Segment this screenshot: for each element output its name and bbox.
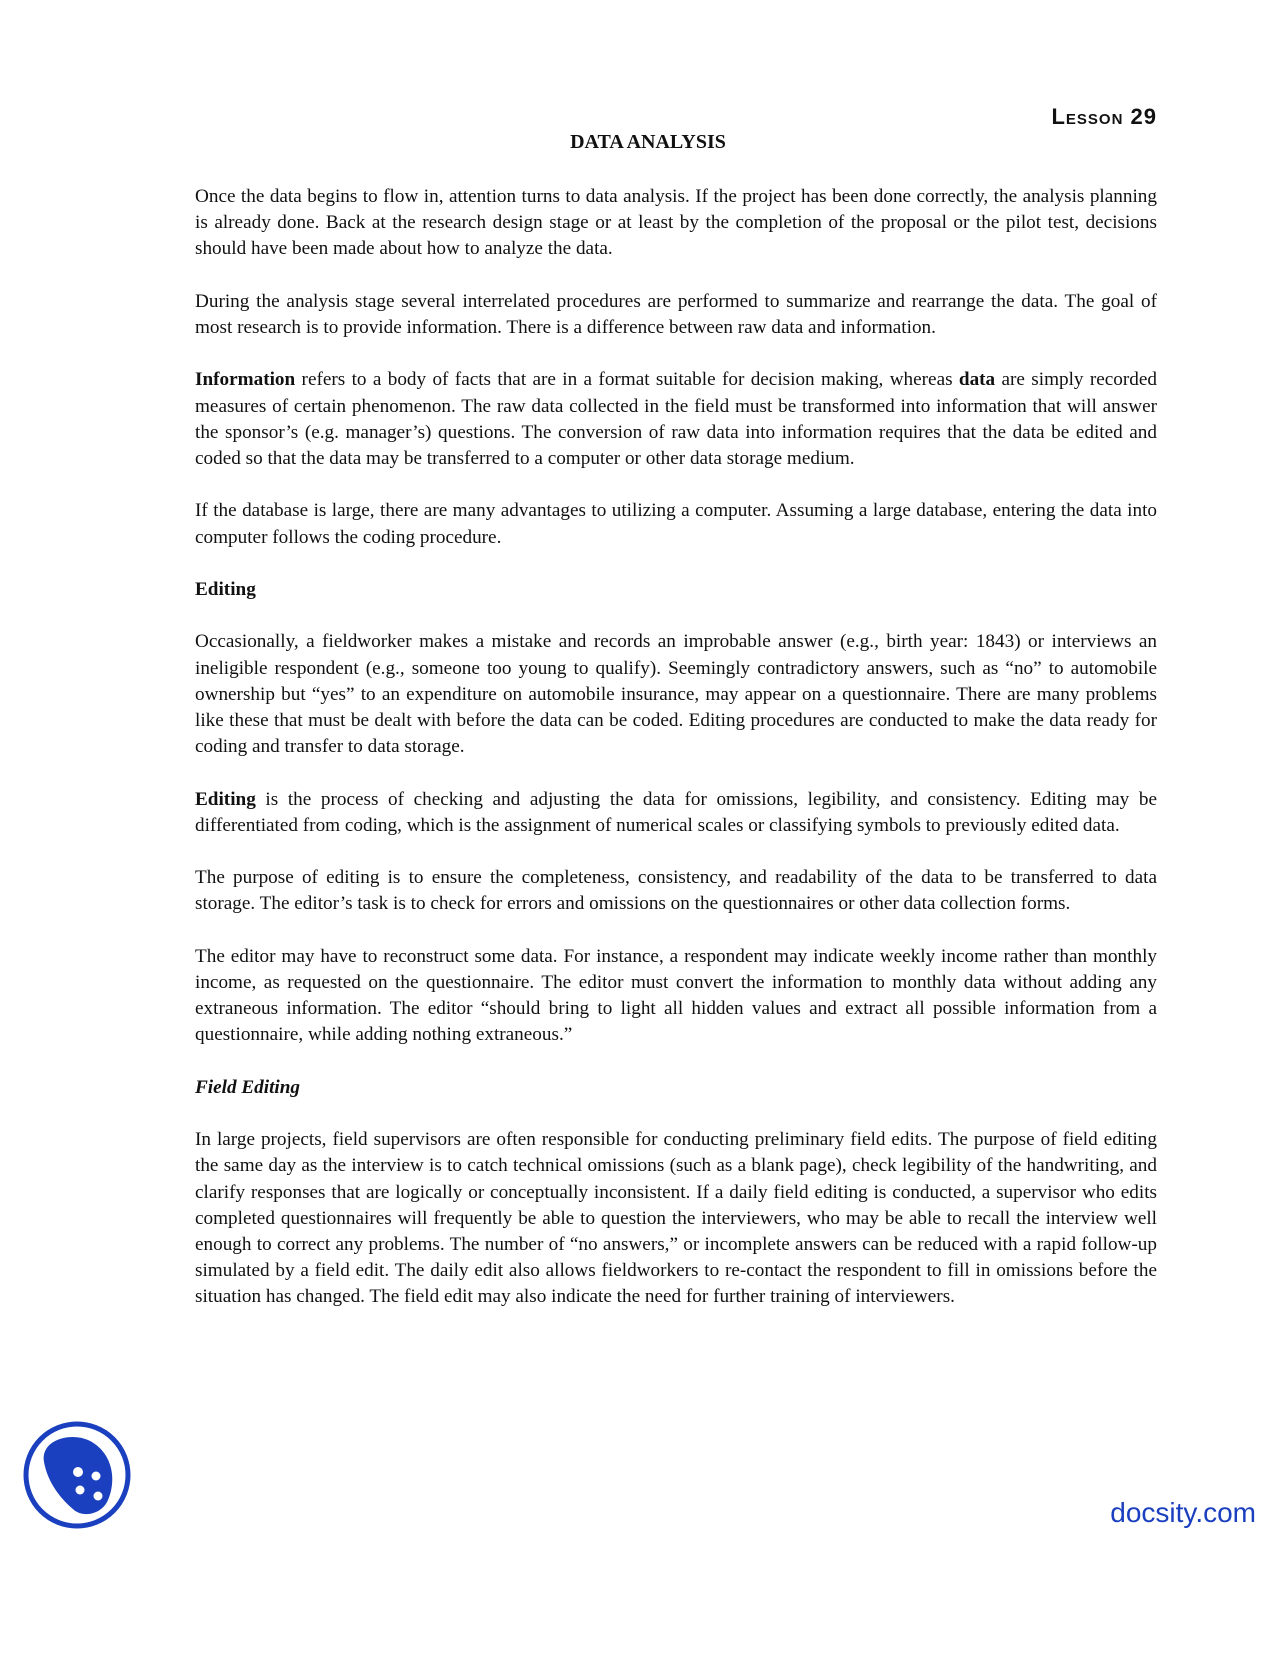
docsity-logo-icon[interactable] bbox=[22, 1420, 132, 1530]
paragraph-text: is the process of checking and adjusting the data for omissions, legibility, and consistency. Editing may be differentiated from coding, which is the assignment of numerical scales or classifying symbols to previously edited data. bbox=[195, 788, 1157, 836]
paragraph-editor-reconstruct: The editor may have to reconstruct some data. For instance, a respondent may indicate weekly income rather than monthly income, as requested on the questionnaire. The editor must convert the information to monthly data without adding any extraneous information. The editor “should bring to light all hidden values and extract all possible information from a questionnaire, while adding nothing extraneous.” bbox=[195, 945, 1157, 1046]
paragraph-field-editing: In large projects, field supervisors are often responsible for conducting preliminary field edits. The purpose of field editing the same day as the interview is to catch technical omissions (such as a blank page), check legibility of the handwriting, and clarify responses that are logically or conceptually inconsistent. If a daily field editing is conducted, a supervisor who edits completed questionnaires will frequently be able to question the interviewers, who may be able to recall the interview well enough to correct any problems. The number of “no answers,” or incomplete answers can be reduced with a rapid follow-up simulated by a field edit. The daily edit also allows fieldworkers to re-contact the respondent to fill in omissions before the situation has changed. The field edit may also indicate the need for further training of interviewers. bbox=[195, 1129, 1157, 1308]
paragraph-editing-purpose: The purpose of editing is to ensure the completeness, consistency, and readability of the data to be transferred to data storage. The editor’s task is to check for errors and omissions on the questionnaires or other data collection forms. bbox=[195, 867, 1157, 915]
paragraph-database: If the database is large, there are many advantages to utilizing a computer. Assuming a large database, entering the data into computer follows the coding procedure. bbox=[195, 500, 1157, 548]
docsity-brand-link[interactable]: docsity.com bbox=[1110, 1497, 1256, 1528]
lesson-label: Lesson 29 bbox=[1051, 104, 1157, 129]
paragraph-text: refers to a body of facts that are in a format suitable for decision making, whereas bbox=[295, 369, 959, 391]
paragraph-information-definition bbox=[195, 367, 1157, 472]
paragraph-intro: Once the data begins to flow in, attention turns to data analysis. If the project has been done correctly, the analysis planning is already done. Back at the research design stage or at least by the completion of the proposal or the pilot test, decisions should have been made about how to analyze the data. bbox=[195, 186, 1157, 260]
paragraph-fieldworker-mistakes: Occasionally, a fieldworker makes a mistake and records an improbable answer (e.g., birth year: 1843) or interviews an ineligible respondent (e.g., someone too young to qualify). Seemingly contradictory answers, such as “no” to automobile ownership but “yes” to an expenditure on automobile insurance, may appear on a questionnaire. There are many problems like these that must be dealt with before the data can be coded. Editing procedures are conducted to make the data ready for coding and transfer to data storage. bbox=[195, 631, 1157, 758]
term-information: Information bbox=[195, 369, 296, 391]
paragraph-analysis-stage: During the analysis stage several interrelated procedures are performed to summarize and rearrange the data. The goal of most research is to provide information. There is a difference between raw data and information. bbox=[195, 290, 1157, 338]
page-title: DATA ANALYSIS bbox=[570, 131, 726, 153]
section-heading-field-editing: Field Editing bbox=[195, 1076, 301, 1098]
paragraph-text: are simply recorded measures of certain phenomenon. The raw data collected in the field must be transformed into information that will answer the sponsor’s (e.g. manager’s) questions. The conversion of raw data into information requires that the data be edited and coded so that the data may be transferred to a computer or other data storage medium. bbox=[195, 369, 1157, 469]
paragraph-editing-definition bbox=[195, 787, 1157, 839]
section-heading-editing: Editing bbox=[195, 578, 256, 600]
term-data: data bbox=[958, 369, 996, 391]
document-body bbox=[195, 184, 1157, 1337]
term-editing: Editing bbox=[195, 788, 256, 810]
